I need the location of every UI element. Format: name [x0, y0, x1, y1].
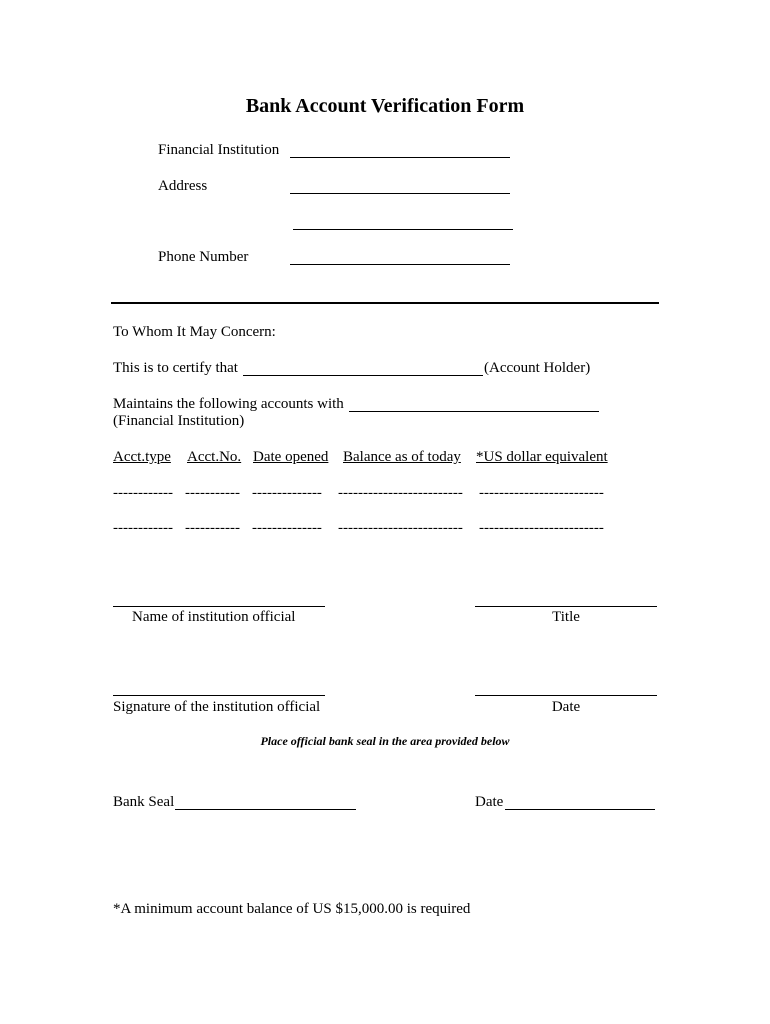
- row2-acct-no: -----------: [185, 520, 240, 536]
- maintains-text: Maintains the following accounts with: [113, 396, 344, 412]
- row1-usd-equivalent: -------------------------: [479, 485, 604, 501]
- financial-institution-field[interactable]: [349, 411, 599, 412]
- official-title-field[interactable]: [475, 606, 657, 607]
- header-acct-type: Acct.type: [113, 449, 171, 465]
- bank-seal-field[interactable]: [175, 809, 356, 810]
- certify-suffix: (Account Holder): [484, 360, 591, 376]
- seal-instruction: Place official bank seal in the area provided below: [260, 734, 510, 748]
- footnote: *A minimum account balance of US $15,000.00 is required: [113, 901, 471, 917]
- bank-seal-label: Bank Seal: [113, 794, 175, 810]
- address-field-2[interactable]: [293, 229, 513, 230]
- maintains-subtext: (Financial Institution): [113, 413, 245, 429]
- section-divider: [111, 302, 659, 304]
- form-title: Bank Account Verification Form: [245, 95, 525, 117]
- row2-date-opened: --------------: [252, 520, 322, 536]
- row2-acct-type: ------------: [113, 520, 173, 536]
- row1-acct-no: -----------: [185, 485, 240, 501]
- address-label: Address: [158, 178, 208, 194]
- header-acct-no: Acct.No.: [187, 449, 242, 465]
- official-date-field[interactable]: [475, 695, 657, 696]
- official-date-label: Date: [551, 699, 581, 715]
- official-signature-field[interactable]: [113, 695, 325, 696]
- official-title-label: Title: [552, 609, 580, 625]
- header-balance: Balance as of today: [343, 449, 461, 465]
- header-date-opened: Date opened: [253, 449, 329, 465]
- official-name-field[interactable]: [113, 606, 325, 607]
- phone-label: Phone Number: [158, 249, 249, 265]
- seal-date-field[interactable]: [505, 809, 655, 810]
- row1-date-opened: --------------: [252, 485, 322, 501]
- row2-usd-equivalent: -------------------------: [479, 520, 604, 536]
- account-holder-field[interactable]: [243, 375, 483, 376]
- salutation: To Whom It May Concern:: [113, 324, 276, 340]
- row1-balance: -------------------------: [338, 485, 463, 501]
- phone-field[interactable]: [290, 264, 510, 265]
- seal-date-label: Date: [475, 794, 504, 810]
- certify-prefix: This is to certify that: [113, 360, 238, 376]
- address-field-1[interactable]: [290, 193, 510, 194]
- institution-label: Financial Institution: [158, 142, 280, 158]
- row1-acct-type: ------------: [113, 485, 173, 501]
- row2-balance: -------------------------: [338, 520, 463, 536]
- official-name-label: Name of institution official: [132, 609, 296, 625]
- official-signature-label: Signature of the institution official: [113, 699, 321, 715]
- header-usd-equivalent: *US dollar equivalent: [476, 449, 608, 465]
- institution-field[interactable]: [290, 157, 510, 158]
